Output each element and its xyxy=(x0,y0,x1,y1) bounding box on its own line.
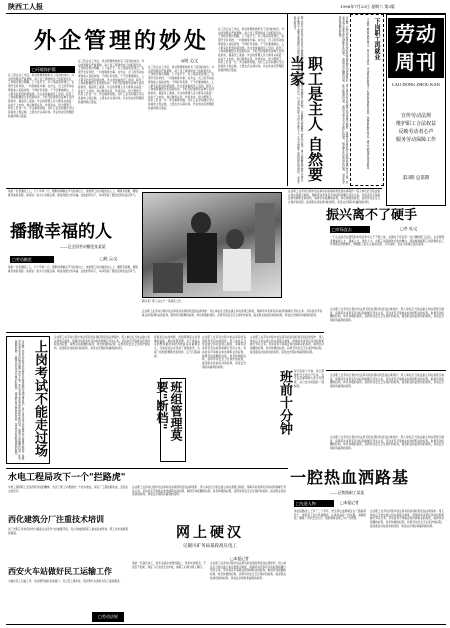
article-foreign-body: 在三资企业工作后，我对管理和效率有了深刻的体会。外企的管理以严格著称，每个员工都清楚自己的职责所在，工作程序规范明确，上下班打卡，办公用品领用登记，各项开支有审批，一切按制度办事。在外企，员工的劳动成果和收入直接挂钩，干得好有奖励，干不好要被淘汰，人人都有危机感和紧迫感。外企非常重视员工培训，新员工上岗前都要经过系统的培训，平时还经常组织各种专业技能培训，提高员工素质。外企的管理人员大都是从基层一步步干上来的，他们熟悉业务，作风务实，很少摆架子，和员工打成一片。外企重视沟通，有什么意见和建议可以直接向上级反映，上级也会认真对待。外企的这些管理经验值得我们借鉴。 xyxy=(8,74,74,118)
article-online-subtitle: 记铜川矿务局某段高压电工 xyxy=(183,544,237,549)
date-line: 1998年7月23日 星期六 第3版 xyxy=(340,4,395,9)
article-happiness-title: 播撒幸福的人 xyxy=(10,222,112,242)
article-labor-body-3: 企业职工在劳动过程中依法享有的各项权利受到法律保护。用人单位应当依法建立和完善规章制度，保障劳动者享有劳动权利和履行劳动义务。劳动者有平等就业和选择职业的权利，取得劳动报酬的权利，休息休假的权利，获得劳动安全卫生保护的权利，接受职业技能培训的权利，享受社会保险和福利的权利。 xyxy=(288,190,380,205)
article-labor-title: 职工是主人 自然要当家 xyxy=(288,56,324,182)
article-foreign-byline: ◎晓 文/文 xyxy=(181,58,199,63)
article-labor-body-2: 企业职工在劳动过程中依法享有的各项权利受到法律保护。用人单位应当依法建立和完善规章制度，保障劳动者享有劳动权利和履行劳动义务。劳动者有平等就业和选择职业的权利，取得劳动报酬的权利，休息休假的权利，获得劳动安全卫生保护的权利，接受职业技能培训的权利，享受社会保险和福利的权利。 xyxy=(338,16,348,184)
slogan-line: 服务劳动保障工作 xyxy=(395,137,436,143)
article-hard-hand-byline: □李 奇/文 xyxy=(400,226,418,231)
vertical-column-body: 下岗职工要转变就业观念，树立自主择业、市场就业的新观念，积极参加再就业培训，掌握新的职业技能，通过多种渠道实现再就业。 xyxy=(366,18,369,172)
article-happiness-body: 他是一名普通的工人，几十年如一日，默默地奉献在平凡的岗位上。他把职工的冷暖放在心上，哪里有困难，哪里就有他的身影。他常说：能为大家做点事，就是我最大的幸福。在他的带动下，车间形成了团结互助的良好风气。 xyxy=(8,266,138,273)
banner-issue: 第3期 总第期 xyxy=(402,176,430,181)
divider xyxy=(6,332,324,333)
article-blood-col: 企业职工在劳动过程中依法享有的各项权利受到法律保护。用人单位应当依法建立和完善规章制度，保障劳动者享有劳动权利和履行劳动义务。劳动者有平等就业和选择职业的权利，取得劳动报酬的权利，休息休假的权利，获得劳动安全卫生保护的权利，接受职业技能培训的权利，享受社会保险和福利的权利。 xyxy=(330,436,444,451)
divider xyxy=(287,14,288,186)
article-blood-lead: 企业职工在劳动过程中依法享有的各项权利受到法律保护。用人单位应当依法建立和完善规章制度，保障劳动者享有劳动权利和履行劳动义务。劳动者有平等就业和选择职业的权利，取得劳动报酬的权利，休息休假的权利，获得劳动安全卫生保护的权利，接受职业技能培训的权利，享受社会保险和福利的权利。 xyxy=(330,374,444,389)
article-team-body: 班组是企业的细胞，班组管理是企业管理的基础。搞好班组管理，对于提高企业的整体素质和经济效益具有重要意义。当前有的企业忽视了班组建设，出现了班组管理断档的现象，应当引起重视。 xyxy=(154,336,200,358)
article-hard-hand-kicker xyxy=(330,226,370,233)
article-west-body: 该厂把职工技术培训作为提高企业竞争力的重要手段，有计划地组织职工参加各类培训，职工技术素质明显提高。 xyxy=(8,528,128,535)
article-ten-body: 每天班前十分钟，班长都要把当天的生产任务、安全注意事项向大家交代清楚，这已成为班组的一项制度。 xyxy=(294,370,324,388)
article-happiness-subtitle: ——记全国劳动模范张某某 xyxy=(60,244,106,249)
paper-name: 陕西工人报 xyxy=(8,2,43,11)
footer-box-label: □劳动法规 xyxy=(98,614,118,619)
news-photo xyxy=(142,192,282,298)
left-column-body: 企业职工在劳动过程中依法享有的各项权利受到法律保护。用人单位应当依法建立和完善规章制度，保障劳动者享有劳动权利和履行劳动义务。劳动者有平等就业和选择职业的权利，取得劳动报酬的权利，休息休假的权利，获得劳动安全卫生保护的权利，接受职业技能培训的权利，享受社会保险和福利的权利。 xyxy=(14,340,24,460)
divider xyxy=(326,370,446,371)
vertical-column-title: 下岗职工再就业 xyxy=(373,18,380,60)
bottom-rule xyxy=(6,624,446,625)
slogan-line: 宣传劳动法规 xyxy=(400,113,431,119)
article-blood-subtitle: ——记铁路职工某某 xyxy=(330,490,365,495)
article-hard-hand-title: 振兴离不了硬手 xyxy=(326,208,418,223)
article-west-title: 西化建筑分厂注重技术培训 xyxy=(8,514,104,524)
article-foreign-body-col2: 在三资企业工作后，我对管理和效率有了深刻的体会。外企的管理以严格著称，每个员工都清楚自己的职责所在，工作程序规范明确，上下班打卡，办公用品领用登记，各项开支有审批，一切按制度办事。在外企，员工的劳动成果和收入直接挂钩，干得好有奖励，干不好要被淘汰，人人都有危机感和紧迫感。外企非常重视员工培训，新员工上岗前都要经过系统的培训，平时还经常组织各种专业技能培训，提高员工素质。外企的管理人员大都是从基层一步步干上来的，他们熟悉业务，作风务实，很少摆架子，和员工打成一片。外企重视沟通，有什么意见和建议可以直接向上级反映，上级也会认真对待。外企的这些管理经验值得我们借鉴。 xyxy=(78,60,144,104)
banner-editor xyxy=(388,176,444,182)
kicker-label: □环境保护篇 xyxy=(32,67,56,72)
banner-slogans xyxy=(388,112,444,144)
article-online-body-2: 企业职工在劳动过程中依法享有的各项权利受到法律保护。用人单位应当依法建立和完善规章制度，保障劳动者享有劳动权利和履行劳动义务。劳动者有平等就业和选择职业的权利，取得劳动报酬的权利，休息休假的权利，获得劳动安全卫生保护的权利，接受职业技能培训的权利，享受社会保险和福利的权利。 xyxy=(210,562,286,580)
banner-title xyxy=(388,18,444,78)
article-team-title: 班组管理莫要"断档" xyxy=(155,381,183,441)
banner-title-text: 劳动周刊 xyxy=(395,22,437,74)
kicker-label: □先进人物 xyxy=(296,501,316,506)
kicker-label: □劳动模范 xyxy=(12,257,32,262)
article-project-body: 水电工程局职工发扬连续作战的精神，攻克了施工中遇到的一个技术难关，保证了工程按期完成，受到业主的好评。 xyxy=(8,486,128,493)
photo-figures xyxy=(143,193,283,299)
banner-pinyin: LAO DONG ZHOU KAN xyxy=(392,82,440,87)
footer-box xyxy=(92,612,124,622)
article-ten-title: 班前十分钟 xyxy=(277,370,292,435)
article-ten-lead: 企业职工在劳动过程中依法享有的各项权利受到法律保护。用人单位应当依法建立和完善规章制度，保障劳动者享有劳动权利和履行劳动义务。劳动者有平等就业和选择职业的权利，取得劳动报酬的权利，休息休假的权利，获得劳动安全卫生保护的权利，接受职业技能培训的权利，享受社会保险和福利的权利。 xyxy=(250,336,324,354)
article-blood-kicker xyxy=(294,500,334,507)
article-blood-title: 一腔热血洒路基 xyxy=(290,468,410,487)
article-team-body-2: 企业职工在劳动过程中依法享有的各项权利受到法律保护。用人单位应当依法建立和完善规章制度，保障劳动者享有劳动权利和履行劳动义务。劳动者有平等就业和选择职业的权利，取得劳动报酬的权利，休息休假的权利，获得劳动安全卫生保护的权利，接受职业技能培训的权利，享受社会保险和福利的权利。 xyxy=(202,336,246,369)
article-blood-body-2: 企业职工在劳动过程中依法享有的各项权利受到法律保护。用人单位应当依法建立和完善规章制度，保障劳动者享有劳动权利和履行劳动义务。劳动者有平等就业和选择职业的权利，取得劳动报酬的权利，休息休假的权利，获得劳动安全卫生保护的权利，接受职业技能培训的权利，享受社会保险和福利的权利。 xyxy=(370,510,444,528)
article-labor-body: 职工代表大会是企业实行民主管理的基本形式，是职工行使民主管理权力的机构。企业要依法保障职工的民主权利，重大问题要提交职代会审议，企业领导干部要定期向职代会报告工作，接受职工群众的监督和评议。只有真正把职工当作企业的主人，充分发挥职工的积极性和创造性，企业才能兴旺发达。 xyxy=(293,16,303,184)
article-hard-hand-body: 一个企业能否在激烈的市场竞争中立于不败之地，关键在于有没有一支过硬的职工队伍。企业管理者要重视人才，尊重人才，用好人才，为职工创造施展才能的舞台。同时要加强职工的思想政治工作和职业道德教育，增强职工的主人翁责任感。只有这样，企业才能真正振兴起来。 xyxy=(330,236,444,247)
center-body-1: 企业职工在劳动过程中依法享有的各项权利受到法律保护。用人单位应当依法建立和完善规章制度，保障劳动者享有劳动权利和履行劳动义务。劳动者有平等就业和选择职业的权利，取得劳动报酬的权利，休息休假的权利，获得劳动安全卫生保护的权利，接受职业技能培训的权利，享受社会保险和福利的权利。 xyxy=(54,336,150,351)
article-railway-title: 西安火车站做好民工运输工作 xyxy=(8,566,112,576)
article-online-byline: □本报记者 xyxy=(230,556,249,561)
middle-band-body: 企业职工在劳动过程中依法享有的各项权利受到法律保护。用人单位应当依法建立和完善规章制度，保障劳动者享有劳动权利和履行劳动义务。劳动者有平等就业和选择职业的权利，取得劳动报酬的权利，休息休假的权利，获得劳动安全卫生保护的权利，接受职业技能培训的权利，享受社会保险和福利的权利。 xyxy=(142,310,322,317)
article-foreign-title: 外企管理的妙处 xyxy=(34,28,210,54)
article-online-body: 他是一名高压电工，常年奋战在电网线路上，风里来雨里去，不怕苦不怕累，保证了矿区的安全供电，被职工们称为网上硬汉。 xyxy=(132,562,206,569)
article-foreign-body-col4: 在三资企业工作后，我对管理和效率有了深刻的体会。外企的管理以严格著称，每个员工都清楚自己的职责所在，工作程序规范明确，上下班打卡，办公用品领用登记，各项开支有审批，一切按制度办事。在外企，员工的劳动成果和收入直接挂钩，干得好有奖励，干不好要被淘汰，人人都有危机感和紧迫感。外企非常重视员工培训，新员工上岗前都要经过系统的培训，平时还经常组织各种专业技能培训，提高员工素质。外企的管理人员大都是从基层一步步干上来的，他们熟悉业务，作风务实，很少摆架子，和员工打成一片。外企重视沟通，有什么意见和建议可以直接向上级反映，上级也会认真对待。外企的这些管理经验值得我们借鉴。 xyxy=(218,28,284,72)
article-happiness-byline: □晓 云/文 xyxy=(100,256,118,261)
slogan-line: 反映劳动者心声 xyxy=(398,129,434,135)
photo-caption: 图为某厂职工在生产一线紧张工作。 xyxy=(142,300,184,303)
article-foreign-body-col3: 在三资企业工作后，我对管理和效率有了深刻的体会。外企的管理以严格著称，每个员工都清楚自己的职责所在，工作程序规范明确，上下班打卡，办公用品领用登记，各项开支有审批，一切按制度办事。在外企，员工的劳动成果和收入直接挂钩，干得好有奖励，干不好要被淘汰，人人都有危机感和紧迫感。外企非常重视员工培训，新员工上岗前都要经过系统的培训，平时还经常组织各种专业技能培训，提高员工素质。外企的管理人员大都是从基层一步步干上来的，他们熟悉业务，作风务实，很少摆架子，和员工打成一片。外企重视沟通，有什么意见和建议可以直接向上级反映，上级也会认真对待。外企的这些管理经验值得我们借鉴。 xyxy=(148,66,214,110)
article-hard-hand-body-2: 企业职工在劳动过程中依法享有的各项权利受到法律保护。用人单位应当依法建立和完善规章制度，保障劳动者享有劳动权利和履行劳动义务。劳动者有平等就业和选择职业的权利，取得劳动报酬的权利，休息休假的权利，获得劳动安全卫生保护的权利，接受职业技能培训的权利，享受社会保险和福利的权利。 xyxy=(330,308,444,323)
article-online-title: 网上硬汉 xyxy=(176,525,244,541)
article-railway-body: 为做好民工运输工作，车站增开临时售票窗口，设立民工候车室，组织青年志愿者为民工提供服务。 xyxy=(8,580,123,583)
article-foreign-kicker xyxy=(30,66,75,73)
article-happiness-lead: 他是一名普通的工人，几十年如一日，默默地奉献在平凡的岗位上。他把职工的冷暖放在心上，哪里有困难，哪里就有他的身影。他常说：能为大家做点事，就是我最大的幸福。在他的带动下，车间形成了团结互助的良好风气。 xyxy=(8,190,138,197)
left-column-title: 上岗考试不能走过场 xyxy=(32,340,47,457)
kicker-label: □市场直击 xyxy=(332,227,352,232)
article-blood-byline: □本报记者 xyxy=(340,500,359,505)
article-blood-body: 他在铁路线上工作了二十多年，把全部心血都倾注在了路基养护上。他带领工友们风餐露宿，认真检查每一段线路，消除隐患，确保了列车安全运行。他的事迹在职工中广为传颂。 xyxy=(294,510,366,521)
divider xyxy=(6,468,288,469)
article-happiness-kicker xyxy=(10,256,54,263)
slogan-line: 维护职工合法权益 xyxy=(395,121,436,127)
center-bottom-body: 企业职工在劳动过程中依法享有的各项权利受到法律保护。用人单位应当依法建立和完善规章制度，保障劳动者享有劳动权利和履行劳动义务。劳动者有平等就业和选择职业的权利，取得劳动报酬的权利，休息休假的权利，获得劳动安全卫生保护的权利，接受职业技能培训的权利，享受社会保险和福利的权利。 xyxy=(132,486,286,497)
divider xyxy=(6,188,382,189)
article-project-title: 水电工程局攻下一个"拦路虎" xyxy=(8,473,126,483)
